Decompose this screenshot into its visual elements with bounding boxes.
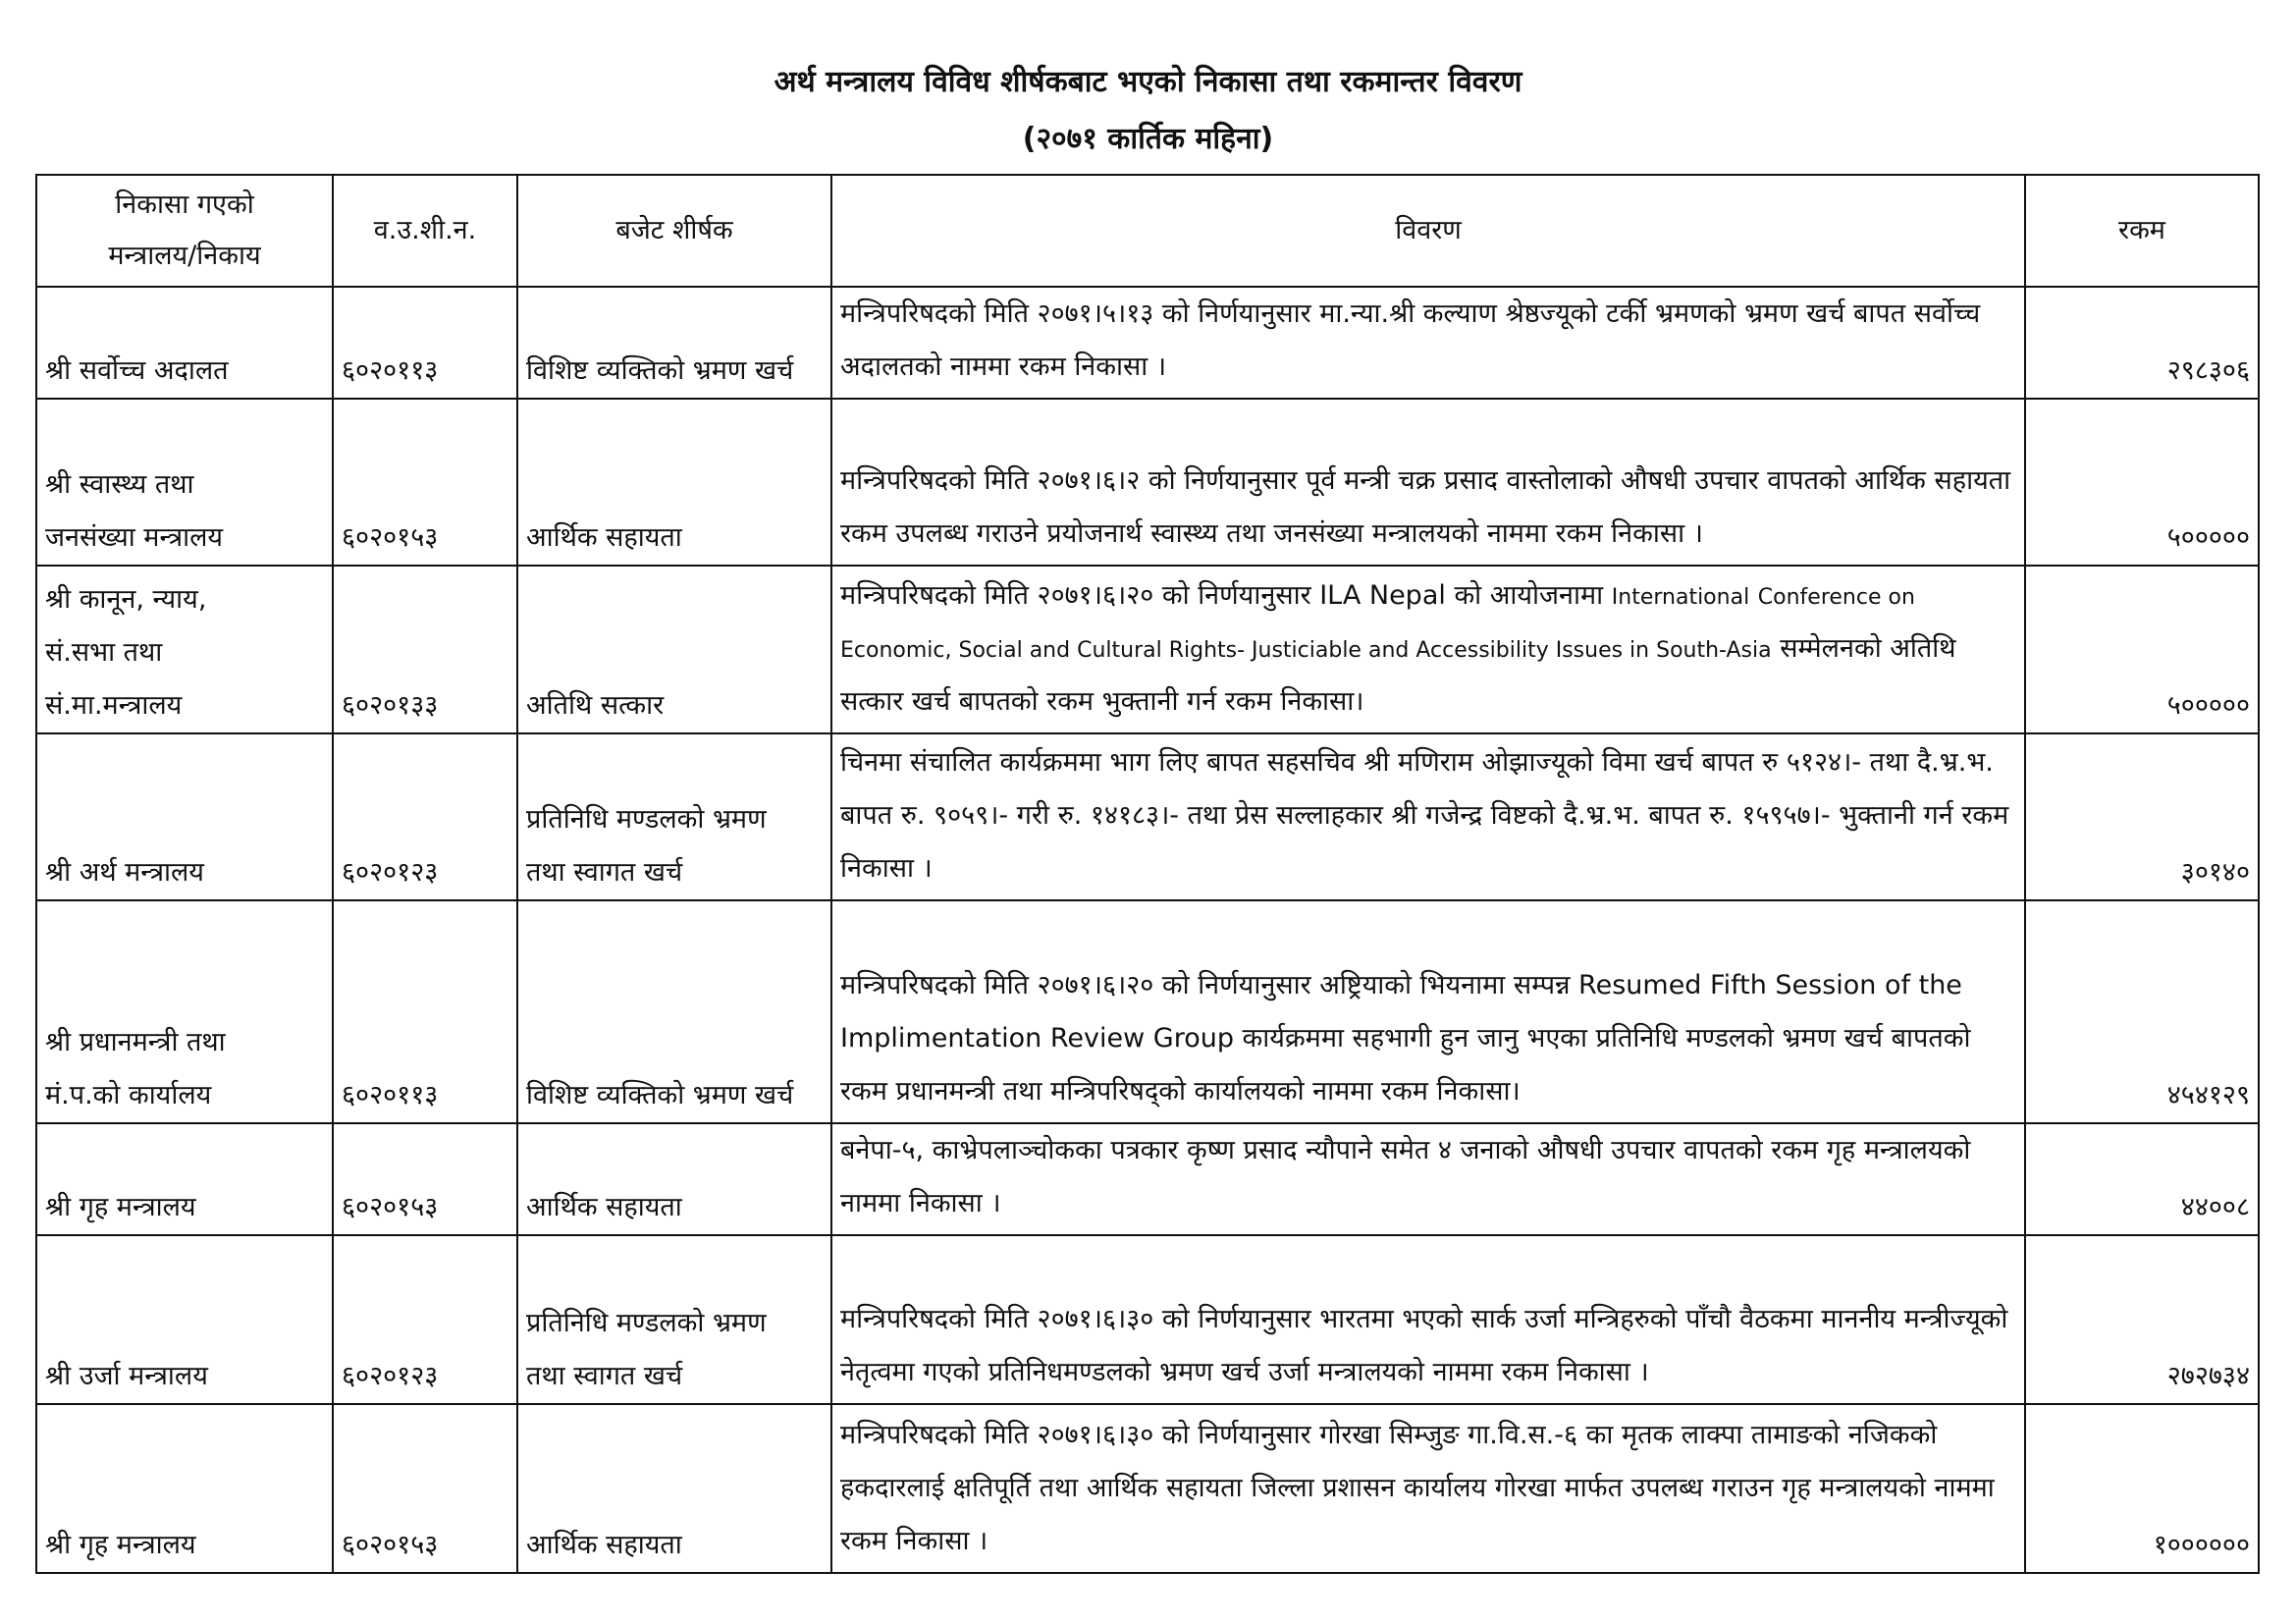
column-header-details: विवरण — [831, 175, 2025, 287]
page-title: अर्थ मन्त्रालय विविध शीर्षकबाट भएको निकासा तथा रकमान्तर विवरण — [774, 65, 1522, 99]
ministry-cell: श्री कानून, न्याय, सं.सभा तथा सं.मा.मन्त्रालय — [36, 566, 333, 733]
budget-code-cell: ६०२०१२३ — [333, 1235, 517, 1404]
page-subtitle: (२०७१ कार्तिक महिना) — [1022, 122, 1274, 156]
details-english-text: International — [1611, 585, 1750, 610]
table-row — [36, 1404, 2259, 1573]
budget-code-cell: ६०२०११३ — [333, 287, 517, 399]
table-row — [36, 1235, 2259, 1404]
release-table — [35, 174, 2260, 1574]
details-cell: मन्त्रिपरिषदको मिति २०७१।६।३० को निर्णयानुसार भारतमा भएको सार्क उर्जा मन्त्रिहरुको पाँचौ वैठकमा माननीय मन्त्रीज्यूको नेतृत्वमा गएको प्रतिनिधमण्डलको भ्रमण खर्च उर्जा मन्त्रालयको नाममा रकम निकासा । — [831, 1235, 2025, 1404]
ministry-cell: श्री प्रधानमन्त्री तथा मं.प.को कार्यालय — [36, 900, 333, 1123]
table-row — [36, 566, 2259, 733]
details-line: मन्त्रिपरिषदको मिति २०७१।६।२० को निर्णयानुसार ILA Nepal को आयोजनामा — [840, 580, 1604, 611]
budget-head-cell: आर्थिक सहायता — [517, 1123, 831, 1235]
ministry-cell: श्री गृह मन्त्रालय — [36, 1123, 333, 1235]
details-cell: मन्त्रिपरिषदको मिति २०७१।५।१३ को निर्णयानुसार मा.न्या.श्री कल्याण श्रेष्ठज्यूको टर्की भ्रमणको भ्रमण खर्च बापत सर्वोच्च अदालतको नाममा रकम निकासा । — [831, 287, 2025, 399]
budget-head-cell: प्रतिनिधि मण्डलको भ्रमण तथा स्वागत खर्च — [517, 733, 831, 900]
budget-head-cell: विशिष्ट व्यक्तिको भ्रमण खर्च — [517, 900, 831, 1123]
amount-cell: ४४००८ — [2025, 1123, 2259, 1235]
details-cell: चिनमा संचालित कार्यक्रममा भाग लिए बापत सहसचिव श्री मणिराम ओझाज्यूको विमा खर्च बापत रु ५१२४।- तथा दै.भ्र.भ. बापत रु. ९०५९।- गरी रु. १४१८३।- तथा प्रेस सल्लाहकार श्री गजेन्द्र विष्टको दै.भ्र.भ. बापत रु. १५९५७।- भुक्तानी गर्न रकम निकासा । — [831, 733, 2025, 900]
column-header-budget-head: बजेट शीर्षक — [517, 175, 831, 287]
amount-cell: १०००००० — [2025, 1404, 2259, 1573]
budget-head-cell: प्रतिनिधि मण्डलको भ्रमण तथा स्वागत खर्च — [517, 1235, 831, 1404]
amount-cell: ५००००० — [2025, 399, 2259, 566]
details-cell: मन्त्रिपरिषदको मिति २०७१।६।२० को निर्णयानुसार अष्ट्रियाको भियनामा सम्पन्न Resumed Fifth Session of the Implimentation Review Group कार्यक्रममा सहभागी हुन जानु भएका प्रतिनिधि मण्डलको भ्रमण खर्च बापतको रकम प्रधानमन्त्री तथा मन्त्रिपरिषद्को कार्यालयको नाममा रकम निकासा। — [831, 900, 2025, 1123]
table-row — [36, 1123, 2259, 1235]
budget-code-cell: ६०२०१२३ — [333, 733, 517, 900]
details-cell: बनेपा-५, काभ्रेपलाञ्चोकका पत्रकार कृष्ण प्रसाद न्यौपाने समेत ४ जनाको औषधी उपचार वापतको रकम गृह मन्त्रालयको नाममा निकासा । — [831, 1123, 2025, 1235]
table-header-row — [36, 175, 2259, 287]
details-cell — [831, 566, 2025, 733]
budget-code-cell: ६०२०१५३ — [333, 1404, 517, 1573]
table-row — [36, 900, 2259, 1123]
ministry-cell: श्री उर्जा मन्त्रालय — [36, 1235, 333, 1404]
table-row — [36, 399, 2259, 566]
amount-cell: ३०१४० — [2025, 733, 2259, 900]
ministry-cell: श्री सर्वोच्च अदालत — [36, 287, 333, 399]
budget-code-cell: ६०२०१५३ — [333, 1123, 517, 1235]
budget-head-cell: अतिथि सत्कार — [517, 566, 831, 733]
column-header-code: व.उ.शी.न. — [333, 175, 517, 287]
budget-code-cell: ६०२०१५३ — [333, 399, 517, 566]
budget-code-cell: ६०२०११३ — [333, 900, 517, 1123]
table-row — [36, 287, 2259, 399]
column-header-ministry: निकासा गएको मन्त्रालय/निकाय — [36, 175, 333, 287]
amount-cell: २७२७३४ — [2025, 1235, 2259, 1404]
budget-head-cell: आर्थिक सहायता — [517, 1404, 831, 1573]
column-header-amount: रकम — [2025, 175, 2259, 287]
details-cell: मन्त्रिपरिषदको मिति २०७१।६।२ को निर्णयानुसार पूर्व मन्त्री चक्र प्रसाद वास्तोलाको औषधी उपचार वापतको आर्थिक सहायता रकम उपलब्ध गराउने प्रयोजनार्थ स्वास्थ्य तथा जनसंख्या मन्त्रालयको नाममा रकम निकासा । — [831, 399, 2025, 566]
details-cell: मन्त्रिपरिषदको मिति २०७१।६।३० को निर्णयानुसार गोरखा सिम्जुङ गा.वि.स.-६ का मृतक लाक्पा तामाङको नजिकको हकदारलाई क्षतिपूर्ति तथा आर्थिक सहायता जिल्ला प्रशासन कार्यालय गोरखा मार्फत उपलब्ध गराउन गृह मन्त्रालयको नाममा रकम निकासा । — [831, 1404, 2025, 1573]
details-english-text: Conference on Economic, Social and Cultural Rights- Justiciable and Accessibility Issues in South-Asia — [840, 585, 1915, 663]
budget-code-cell: ६०२०१३३ — [333, 566, 517, 733]
budget-head-cell: विशिष्ट व्यक्तिको भ्रमण खर्च — [517, 287, 831, 399]
table-row — [36, 733, 2259, 900]
ministry-cell: श्री अर्थ मन्त्रालय — [36, 733, 333, 900]
ministry-cell: श्री स्वास्थ्य तथा जनसंख्या मन्त्रालय — [36, 399, 333, 566]
ministry-cell: श्री गृह मन्त्रालय — [36, 1404, 333, 1573]
amount-cell: ४५४१२९ — [2025, 900, 2259, 1123]
amount-cell: ५००००० — [2025, 566, 2259, 733]
amount-cell: २९८३०६ — [2025, 287, 2259, 399]
budget-head-cell: आर्थिक सहायता — [517, 399, 831, 566]
details-line: सम्मेलनको अतिथि सत्कार खर्च बापतको रकम भुक्तानी गर्न रकम निकासा। — [840, 633, 1956, 717]
